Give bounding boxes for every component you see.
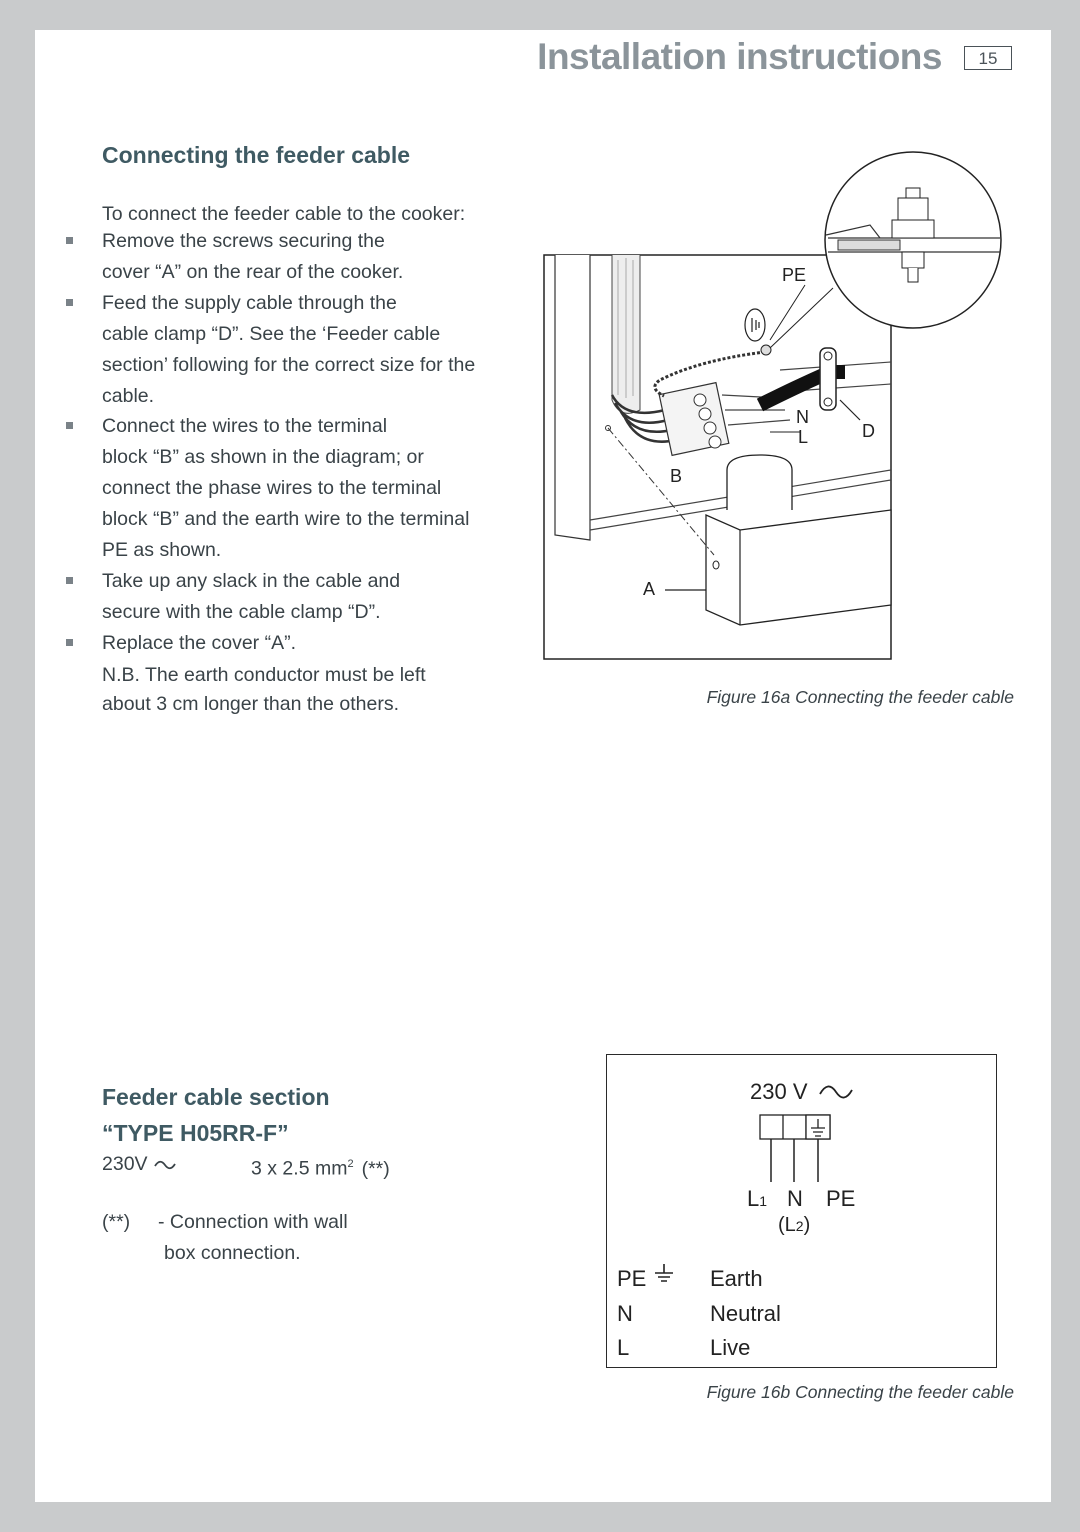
terminal-l-letter: L [747,1186,760,1211]
legend-neutral: Neutral [710,1301,781,1326]
step-1-line-1: Remove the screws securing the [102,230,385,252]
step-4-line-2: secure with the cable clamp “D”. [102,601,381,623]
legend-code-n: N [617,1301,633,1326]
bullet-marker [66,577,73,584]
ac-symbol-icon [820,1086,852,1097]
label-a: A [643,579,656,599]
step-2-line-2: cable clamp “D”. See the ‘Feeder cable [102,323,441,345]
terminal-l-subscript: 1 [759,1193,768,1209]
fig16b-terminal-diagram [740,1078,870,1190]
step-2-line-3: section’ following for the correct size for the [102,354,476,376]
label-l: L [798,427,809,447]
figure-16a-caption: Figure 16a Connecting the feeder cable [706,687,1014,707]
footnote-line-2: box connection. [164,1242,301,1264]
label-n: N [796,407,809,427]
note-line-1: N.B. The earth conductor must be left [102,664,426,686]
fig16b-terminal-n: N [787,1186,803,1211]
label-b: B [670,466,683,486]
fig16b-voltage: 230 V [750,1079,808,1104]
cable-spec-note: (**) [361,1157,390,1180]
terminal-l2-close: ) [803,1214,811,1236]
terminal-l2-prefix: (L [778,1214,796,1236]
bullet-marker [66,422,73,429]
voltage-text: 230V [102,1153,148,1175]
cable-clamp-d [820,348,836,410]
step-4-line-1: Take up any slack in the cable and [102,570,401,592]
legend-code-l: L [617,1335,630,1360]
figure-16a-diagram [530,145,1020,670]
figure-16b-caption: Figure 16b Connecting the feeder cable [706,1382,1014,1402]
bullet-marker [66,299,73,306]
step-5-line-1: Replace the cover “A”. [102,632,297,654]
legend-earth: Earth [710,1266,763,1291]
cable-spec-superscript: 2 [347,1158,354,1170]
earth-terminal-detail [825,152,1001,328]
label-pe: PE [782,265,807,285]
legend-live: Live [710,1335,751,1360]
page-number: 15 [964,46,1012,70]
step-2-line-4: cable. [102,385,155,407]
section-heading-connecting: Connecting the feeder cable [102,142,411,168]
cable-type-heading: “TYPE H05RR-F” [102,1120,289,1146]
intro-text: To connect the feeder cable to the cooker: [102,203,466,225]
footnote-mark: (**) [102,1211,131,1233]
cable-spec-value: 3 x 2.5 mm [251,1157,348,1180]
note-line-2: about 3 cm longer than the others. [102,693,400,715]
step-3-line-3: connect the phase wires to the terminal [102,477,442,499]
step-3-line-1: Connect the wires to the terminal [102,415,388,437]
cable-spec [251,1149,390,1185]
terminal-block-b [659,383,729,456]
fig16b-terminal-l2 [778,1214,810,1237]
ac-symbol-icon [154,1158,176,1172]
section-heading-feeder: Feeder cable section [102,1084,330,1110]
terminal-l2-subscript: 2 [795,1218,804,1234]
step-2-line-1: Feed the supply cable through the [102,292,397,314]
label-d: D [862,421,875,441]
step-3-line-2: block “B” as shown in the diagram; or [102,446,424,468]
step-3-line-4: block “B” and the earth wire to the terminal [102,508,470,530]
fig16b-terminal-pe: PE [826,1186,856,1211]
bullet-marker [66,639,73,646]
earth-icon [652,1262,676,1284]
page-header-title: Installation instructions [537,36,942,77]
bullet-marker [66,237,73,244]
footnote-line-1: - Connection with wall [158,1211,348,1233]
step-1-line-2: cover “A” on the rear of the cooker. [102,261,404,283]
legend-code-pe: PE [617,1266,647,1291]
step-3-line-5: PE as shown. [102,539,222,561]
fig16b-terminal-l1 [747,1186,767,1212]
